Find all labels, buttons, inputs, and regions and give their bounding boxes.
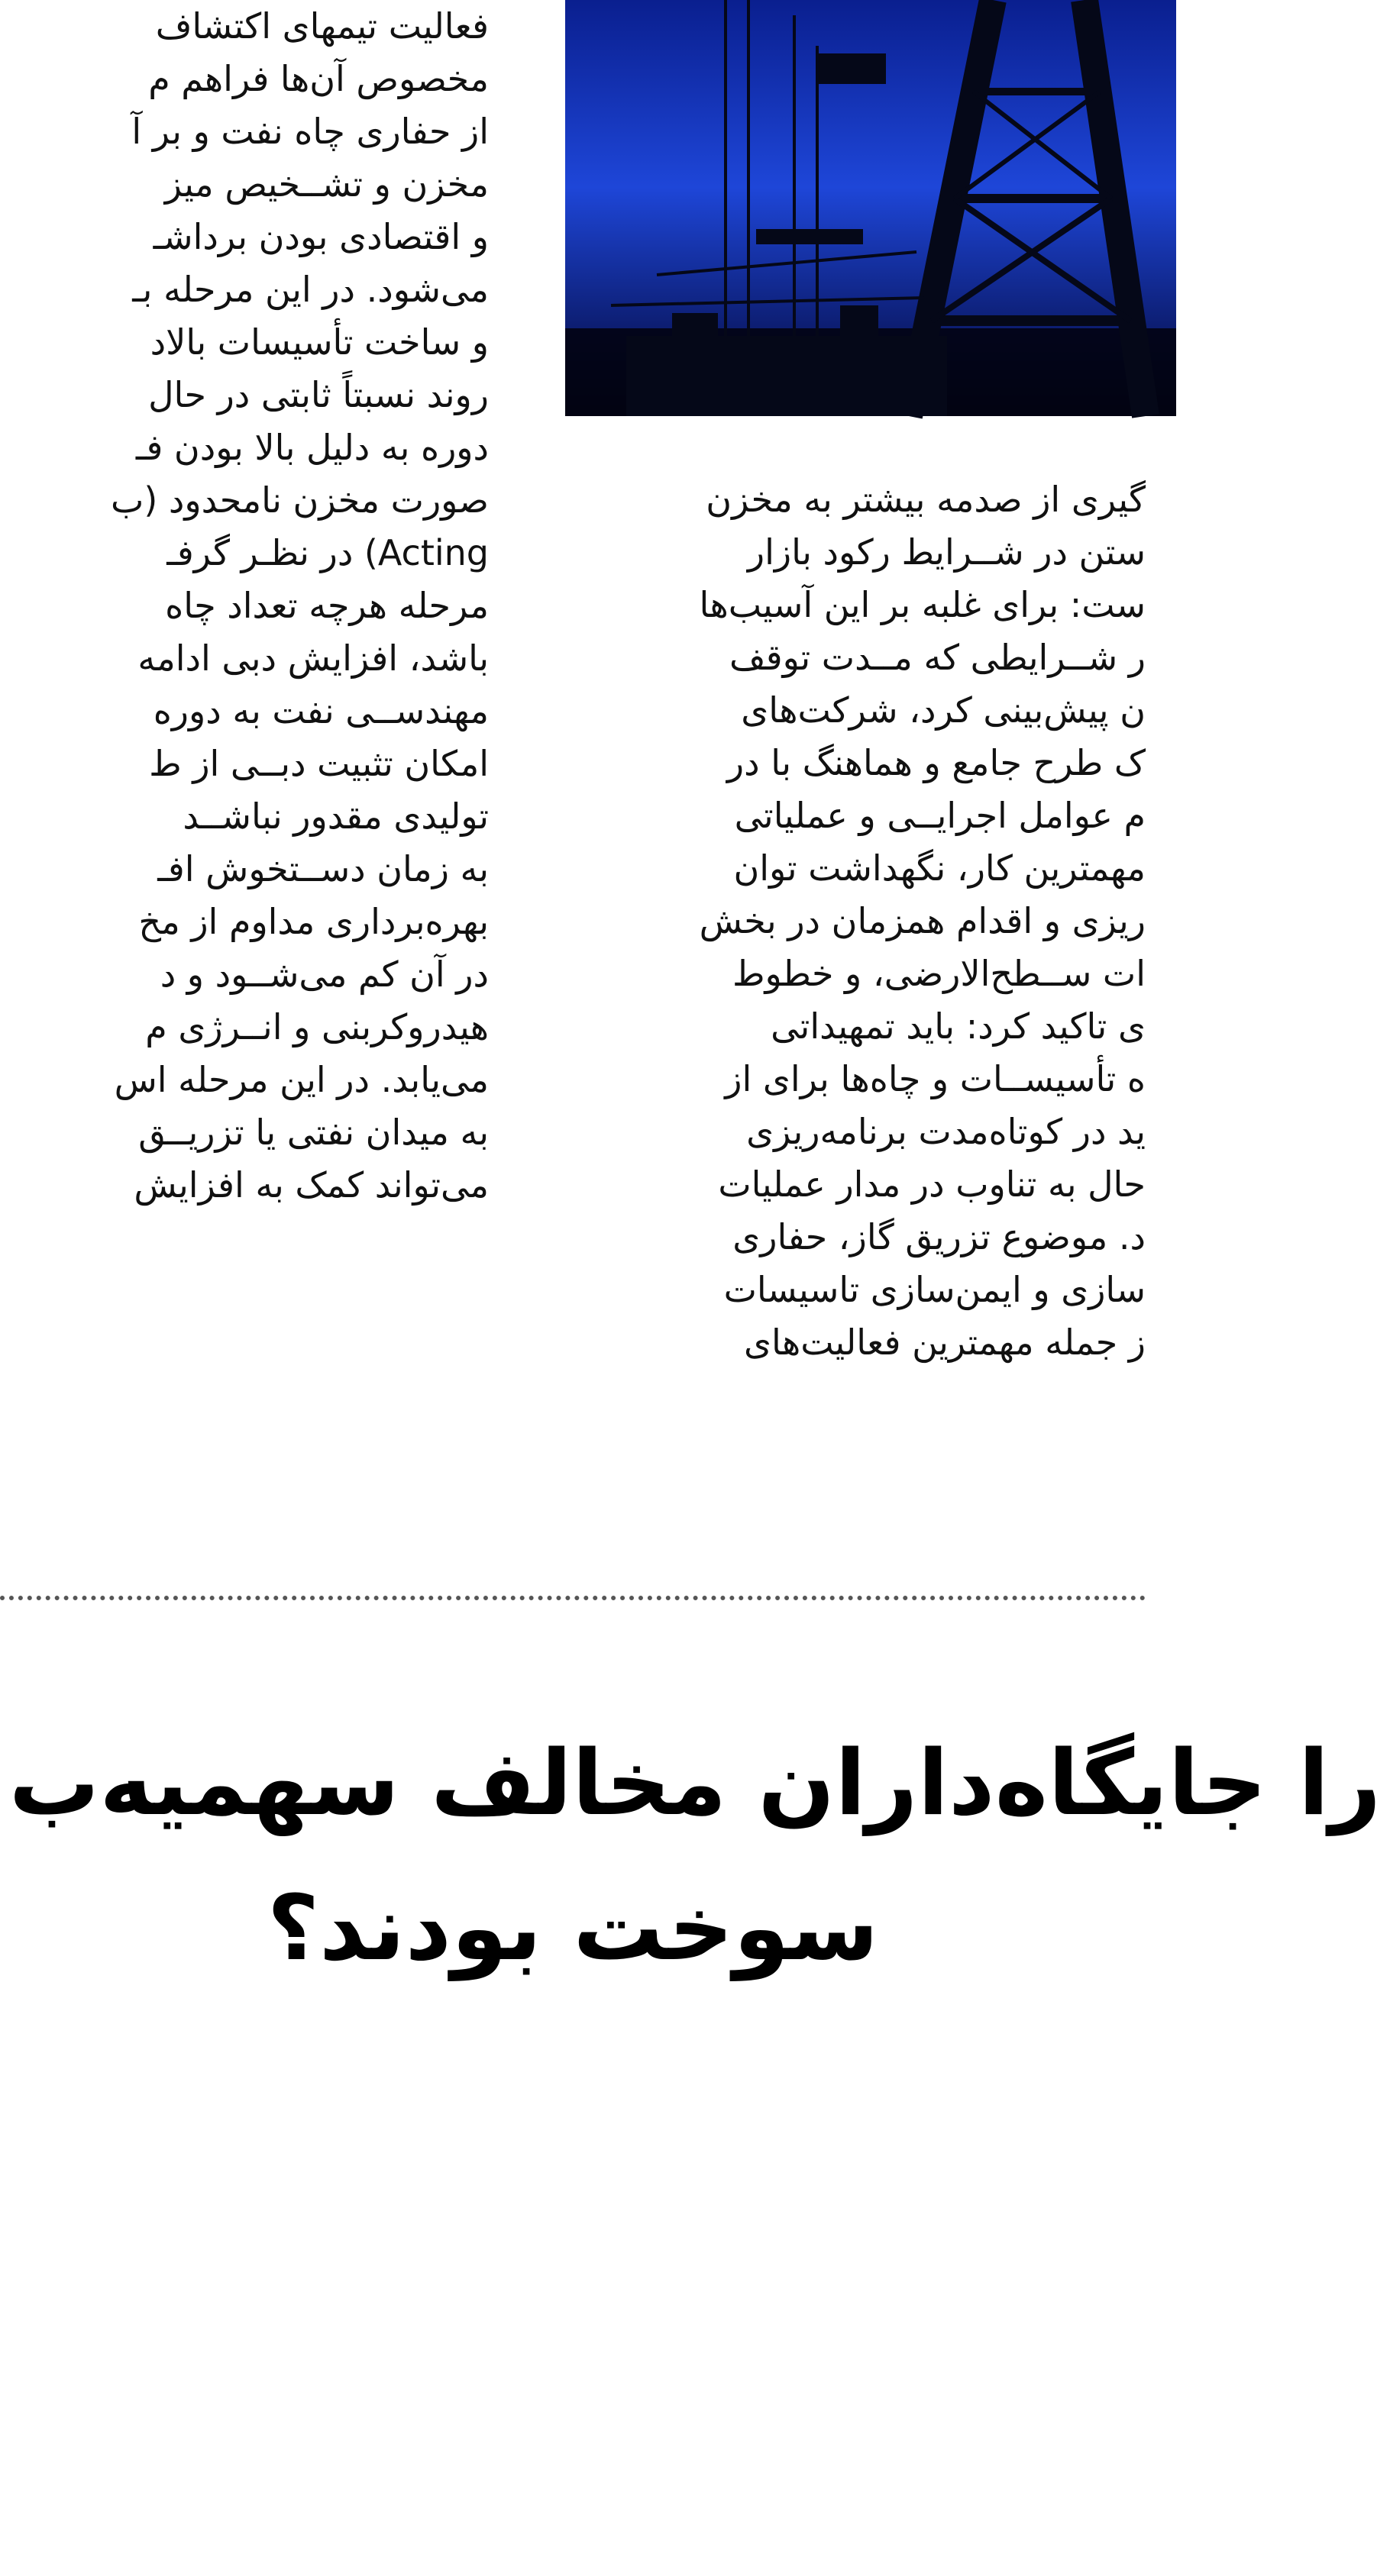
article-line: Acting) در نظـر گرفـ [166,532,489,573]
article-line: از حفاری چاه نفت و بر آ [131,111,489,152]
article-line: می‌شود. در این مرحله بـ [132,269,489,310]
article-line: ی تاکید کرد: باید تمهیداتی [771,1006,1146,1047]
headline-line-1: را جایگاه‌داران مخالف سهمیه‌ب [8,1730,1382,1835]
article-line: م عوامل اجرایــی و عملیاتی [734,795,1146,836]
headline [0,1710,1382,2000]
oil-rig-illustration [565,0,1176,416]
article-line: ست: برای غلبه بر این آسیب‌ها [699,584,1146,625]
article-column-right [565,473,1146,1369]
article-line: ستن در شــرایط رکود بازار [747,531,1146,573]
article-line: ید در کوتاه‌مدت برنامه‌ریزی [746,1111,1146,1152]
article-line: ات ســطح‌الارضی، و خطوط [732,953,1146,994]
article-line: فعالیت تیمهای اکتشاف [155,5,489,47]
article-line: ن پیش‌بینی کرد، شرکت‌های [741,689,1146,731]
article-line: مخزن و تشــخیص میز [164,163,489,205]
article-line: روند نسبتاً ثابتی در حال [148,374,489,415]
article-line: باشد، افزایش دبی ادامه [137,638,489,679]
article-line: مرحله هرچه تعداد چاه [165,585,489,626]
article-line: دوره به دلیل بالا بودن فـ [135,427,489,468]
article-line: حال به تناوب در مدار عملیات [718,1164,1146,1205]
article-line: بهره‌برداری مداوم از مخ [138,901,489,942]
article-line: مهمترین کار، نگهداشت توان [733,847,1146,889]
article-line: د. موضوع تزریق گاز، حفاری [732,1216,1146,1257]
article-column-left [0,0,489,1212]
article-line: در آن کم می‌شــود و د [160,954,489,995]
article-line: مهندســی نفت به دوره [153,690,489,731]
article-line: هیدروکربنی و انــرژی م [145,1006,489,1048]
article-line: می‌تواند کمک به افزایش [134,1164,489,1206]
article-line: ریزی و اقدام همزمان در بخش [699,900,1146,941]
article-line: امکان تثبیت دبــی از ط [149,743,489,784]
article-line: ر شــرایطی که مــدت توقف [729,637,1146,678]
article-line: صورت مخزن نامحدود (ب [111,479,489,521]
dotted-divider [0,1596,1146,1600]
oil-rig-photo [565,0,1176,416]
article-line: ک طرح جامع و هماهنگ با در [726,742,1146,783]
article-line: و اقتصادی بودن برداشـ [153,216,489,257]
article-line: ز جمله مهمترین فعالیت‌های [743,1322,1146,1363]
article-line: تولیدی مقدور نباشــد [183,796,489,837]
article-line: گیری از صدمه بیشتر به مخزن [706,479,1146,520]
headline-line-2: سوخت بودند؟ [267,1875,879,1980]
article-line: به زمان دســتخوش افـ [157,848,489,889]
article-line: ه تأسیســات و چاه‌ها برای از [725,1058,1146,1099]
article-line: می‌یابد. در این مرحله اس [114,1059,489,1100]
article-line: مخصوص آن‌ها فراهم م [148,58,489,99]
article-line: سازی و ایمن‌سازی تاسیسات [723,1269,1146,1310]
article-line: و ساخت تأسیسات بالاد [150,321,489,363]
article-line: به میدان نفتی یا تزریــق [138,1112,489,1153]
